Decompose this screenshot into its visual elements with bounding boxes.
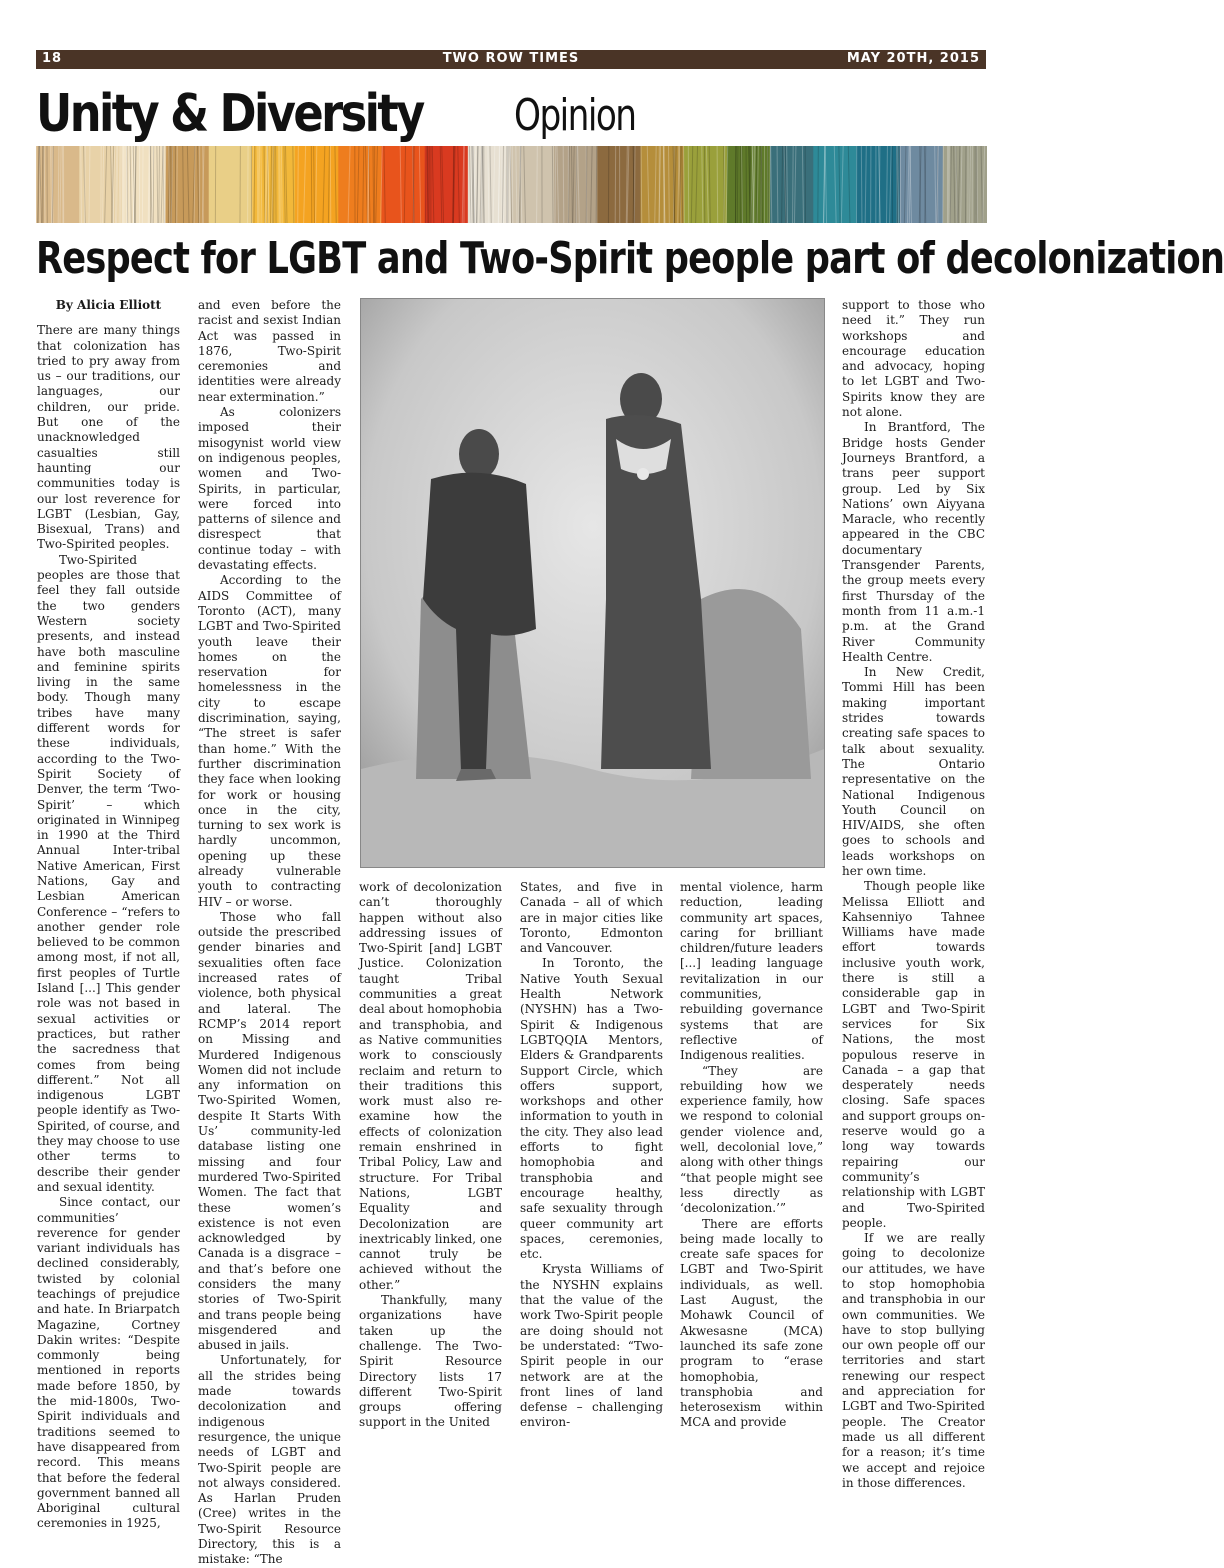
paper-name: TWO ROW TIMES bbox=[36, 51, 986, 66]
historical-portrait-photo bbox=[360, 298, 825, 868]
yarn-strand bbox=[159, 146, 160, 223]
paragraph: Two-Spirited peoples are those that feel they fall outside the two genders Western society presents, and instead have both masculine and feminine spirits living in the same body. Though many tribes have many different words for these individuals, according to the Two-Spirit Society of Denver, the term ‘Two-Spirit’ – which originated in Winnipeg in 1990 at the Third Annual Inter-tribal Native American, First Nations, Gay and Lesbian American Conference – “refers to another gender role believed to be common among most, if not all, first peoples of Turtle Island [...] This gender role was not based in sexual activities or practices, but rather the sacredness that comes from being different.” Not all indigenous LGBT people identify as Two-Spirited, of course, and they may choose to use other terms to describe their gender and sexual identity. bbox=[37, 553, 180, 1195]
yarn-color-band bbox=[684, 146, 728, 223]
paragraph: In Toronto, the Native Youth Sexual Health Network (NYSHN) has a Two-Spirit & Indigenous LGBTQQIA Mentors, Elders & Grandparents Support Circle, which offers support, workshops and other information to youth in the city. They also lead efforts to fight homophobia and transphobia and encourage healthy, safe sexuality through queer community art spaces, ceremonies, etc. bbox=[520, 956, 663, 1262]
yarn-strand bbox=[142, 146, 143, 223]
yarn-strand bbox=[177, 146, 178, 223]
paragraph: work of decolonization can’t thoroughly happen without also addressing issues of Two-Spirit [and] LGBT Justice. Colonization taught Tribal communities a great deal about homophobia and transphobia, and as Native communities work to consciously reclaim and return to their traditions this work must also re-examine how the effects of colonization remain enshrined in Tribal Policy, Law and structure. For Tribal Nations, LGBT Equality and Decolonization are inextricably linked, one cannot truly be achieved without the other.” bbox=[359, 880, 502, 1293]
article-headline: Respect for LGBT and Two-Spirit people part of decolonization bbox=[36, 233, 796, 284]
paragraph: According to the AIDS Committee of Toronto (ACT), many LGBT and Two-Spirited youth leave their homes on the reservation for homelessness in the city to escape discrimination, saying, “The street is safer than home.” With the further discrimination they face when looking for work or housing once in the city, turning to sex work is hardly uncommon, opening up these already vulnerable youth to contracting HIV – or worse. bbox=[198, 573, 341, 910]
paragraph: and even before the racist and sexist Indian Act was passed in 1876, Two-Spirit ceremonies and identities were already near extermination.” bbox=[198, 298, 341, 405]
yarn-strand bbox=[793, 146, 794, 223]
article-column-6 bbox=[842, 298, 985, 1338]
paragraph: As colonizers imposed their misogynist world view on indigenous peoples, women and Two-Spirits, in particular, were forced into patterns of silence and disrespect that continue today – with devastating effects. bbox=[198, 405, 341, 573]
yarn-strand bbox=[298, 146, 299, 223]
yarn-strand bbox=[373, 146, 374, 223]
paragraph: Krysta Williams of the NYSHN explains that the value of the work Two-Spirit people are doing should not be understated: “Two-Spirit people in our network are at the front lines of land defense – challenging environ- bbox=[520, 1262, 663, 1430]
paragraph: If we are really going to decolonize our attitudes, we have to stop homophobia and transphobia in our own communities. We have to stop bullying our own people off our territories and start renewing our respect and appreciation for LGBT and Two-Spirited people. The Creator made us all different for a reason; it’s time we accept and rejoice in those differences. bbox=[842, 1231, 985, 1491]
paragraph: “They are rebuilding how we experience family, how we respond to colonial gender violence and, well, decolonial love,” along with other things “that people might see less directly as ‘decolonization.’” bbox=[680, 1064, 823, 1217]
paragraph: Unfortunately, for all the strides being made towards decolonization and indigenous resurgence, the unique needs of LGBT and Two-Spirit people are not always considered. As Harlan Pruden (Cree) writes in the Two-Spirit Resource Directory, this is a mistake: “The bbox=[198, 1353, 341, 1567]
yarn-strand bbox=[563, 146, 564, 223]
yarn-strand bbox=[746, 146, 747, 223]
yarn-strand bbox=[770, 146, 771, 223]
yarn-strand bbox=[120, 146, 121, 223]
yarn-strand bbox=[977, 146, 978, 223]
paragraph: States, and five in Canada – all of which are in major cities like Toronto, Edmonton and Vancouver. bbox=[520, 880, 663, 956]
yarn-color-band bbox=[295, 146, 339, 223]
section-header bbox=[36, 84, 486, 144]
paragraph: Those who fall outside the prescribed gender binaries and sexualities often face increased rates of violence, both physical and lateral. The RCMP’s 2014 report on Missing and Murdered Indigenous Women did not include any information on Two-Spirited Women, despite It Starts With Us’ community-led database listing one missing and four murdered Two-Spirited Women. The fact that these women’s existence is not even acknowledged by Canada is a disgrace – and that’s before one considers the many stories of Two-Spirit and trans people being misgendered and abused in jails. bbox=[198, 910, 341, 1354]
yarn-strand bbox=[58, 146, 59, 223]
paragraph: In Brantford, The Bridge hosts Gender Journeys Brantford, a trans peer support group. Led by Six Nations’ own Aiyyana Maracle, who recently appeared in the CBC documentary Transgender Parents, the group meets every first Thursday of the month from 11 a.m.-1 p.m. at the Grand River Community Health Centre. bbox=[842, 420, 985, 665]
article-column-4 bbox=[520, 880, 663, 1338]
paragraph: In New Credit, Tommi Hill has been making important strides towards creating safe spaces to talk about sexuality. The Ontario representative on the National Indigenous Youth Council on HIV/AIDS, she often goes to schools and leads workshops on her own time. bbox=[842, 665, 985, 879]
yarn-banner-image bbox=[36, 146, 986, 223]
yarn-strand bbox=[85, 146, 86, 223]
yarn-strand bbox=[861, 146, 862, 223]
yarn-strand bbox=[512, 146, 513, 223]
yarn-strand bbox=[555, 146, 556, 223]
yarn-strand bbox=[586, 146, 587, 223]
byline: By Alicia Elliott bbox=[37, 298, 180, 313]
paragraph: Since contact, our communities’ reverence for gender variant individuals has declined considerably, twisted by colonial teachings of prejudice and hate. In Briarpatch Magazine, Cortney Dakin writes: “Despite commonly being mentioned in reports made before 1850, by the mid-1800s, Two-Spirit individuals and traditions seemed to have disappeared from record. This means that before the federal government banned all Aboriginal cultural ceremonies in 1925, bbox=[37, 1195, 180, 1532]
yarn-strand bbox=[943, 146, 944, 223]
paragraph: There are many things that colonization has tried to pry away from us – our traditions, our languages, our children, our pride. But one of the unacknowledged casualties still haunting our communities today is our lost reverence for LGBT (Lesbian, Gay, Bisexual, Trans) and Two-Spirited peoples. bbox=[37, 323, 180, 552]
article-column-1 bbox=[37, 298, 180, 1338]
yarn-strand bbox=[879, 146, 880, 223]
yarn-strand bbox=[641, 146, 642, 223]
masthead-bar bbox=[36, 50, 986, 69]
yarn-strand bbox=[737, 146, 738, 223]
yarn-strand bbox=[596, 146, 597, 223]
yarn-strand bbox=[552, 146, 553, 223]
yarn-strand bbox=[81, 146, 82, 223]
yarn-color-band bbox=[511, 146, 555, 223]
article-column-2 bbox=[198, 298, 341, 1338]
article-column-3 bbox=[359, 880, 502, 1338]
section-title: Unity & Diversity bbox=[36, 84, 423, 144]
yarn-strand bbox=[259, 146, 260, 223]
article-column-5 bbox=[680, 880, 823, 1338]
issue-date: MAY 20TH, 2015 bbox=[847, 51, 980, 66]
section-subtitle: Opinion bbox=[514, 90, 635, 141]
paragraph: Though people like Melissa Elliott and Kahsenniyo Tahnee Williams have made effort towards inclusive youth work, there is still a considerable gap in LGBT and Two-Spirit services for Six Nations, the most populous reserve in Canada – a gap that desperately needs closing. Safe spaces and support groups on-reserve would go a long way towards repairing our community’s relationship with LGBT and Two-Spirited people. bbox=[842, 879, 985, 1231]
page-number: 18 bbox=[42, 51, 62, 66]
yarn-strand bbox=[42, 146, 43, 223]
paragraph: There are efforts being made locally to create safe spaces for LGBT and Two-Spirit individuals, as well. Last August, the Mohawk Council of Akwesasne (MCA) launched its safe zone program to “erase homophobia, transphobia and heterosexism within MCA and provide bbox=[680, 1217, 823, 1431]
yarn-strand bbox=[965, 146, 966, 223]
paragraph: mental violence, harm reduction, leading community art spaces, caring for brilliant children/future leaders [...] leading language revitalization in our communities, rebuilding governance systems that are reflective of Indigenous realities. bbox=[680, 880, 823, 1064]
yarn-strand bbox=[717, 146, 718, 223]
yarn-color-band bbox=[381, 146, 425, 223]
paragraph: Thankfully, many organizations have taken up the challenge. The Two-Spirit Resource Directory lists 17 different Two-Spirit groups offering support in the United bbox=[359, 1293, 502, 1431]
paragraph: support to those who need it.” They run workshops and encourage education and advocacy, hoping to let LGBT and Two-Spirits know they are not alone. bbox=[842, 298, 985, 420]
